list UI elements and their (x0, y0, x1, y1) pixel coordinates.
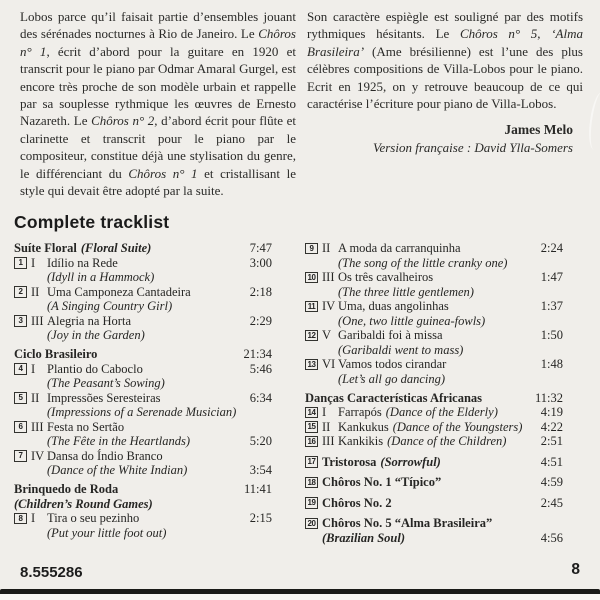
track-title: Uma Camponeza Cantadeira (47, 284, 191, 299)
text-segment: , (537, 26, 552, 42)
track-time: 2:15 (249, 511, 272, 525)
track-row (305, 299, 563, 314)
track-number-box: 1 (14, 257, 27, 269)
track-time: 3:00 (249, 255, 272, 270)
track-number-box: 20 (305, 518, 318, 530)
track-subtitle: (Joy in the Garden) (47, 328, 145, 342)
track-number-box: 3 (14, 315, 27, 327)
track-title: Tristorosa (322, 454, 377, 469)
track-row (14, 449, 272, 464)
group-title: Brinquedo de Roda (14, 482, 119, 496)
movement-numeral: III (322, 434, 335, 448)
track-time: 5:46 (249, 361, 272, 376)
track-subtitle: (One, two little guinea-fowls) (338, 313, 486, 328)
track-row (305, 328, 563, 343)
track-title-translation: (Sorrowful) (380, 454, 441, 469)
track-subtitle-row (305, 256, 563, 271)
bottom-edge-strip (0, 594, 600, 600)
track-subtitle: (The Peasant’s Sowing) (47, 376, 165, 390)
track-row (305, 455, 563, 470)
track-number-box: 12 (305, 330, 318, 342)
liner-notes-right-paragraph (307, 8, 583, 112)
track-time: 7:47 (249, 241, 272, 255)
track-row (14, 420, 272, 435)
movement-numeral: III (322, 270, 335, 284)
credits (307, 121, 583, 156)
track-number-box: 4 (14, 363, 27, 375)
track-row (305, 357, 563, 372)
track-title: Chôros No. 2 (322, 495, 392, 510)
track-subtitle: (Garibaldi went to mass) (338, 342, 464, 357)
track-subtitle: (The Fête in the Heartlands) (47, 434, 191, 448)
track-time: 1:47 (540, 270, 563, 284)
track-subtitle-row (305, 314, 563, 329)
movement-numeral: II (322, 419, 331, 434)
track-row (305, 434, 563, 449)
track-time: 1:48 (540, 357, 563, 371)
track-time: 1:50 (540, 328, 563, 342)
track-subtitle-row (305, 531, 563, 546)
track-number-box: 14 (305, 407, 318, 419)
track-subtitle: (Impressions of a Serenade Musician) (47, 405, 237, 419)
track-subtitle-row (14, 270, 272, 285)
track-number-box: 10 (305, 272, 318, 284)
track-row (14, 511, 272, 526)
track-row (14, 256, 272, 271)
track-time: 2:45 (540, 495, 563, 510)
track-subtitle: (The song of the little cranky one) (338, 255, 508, 270)
track-subtitle-row (14, 299, 272, 314)
group-header-row (14, 241, 272, 256)
track-title: Idílio na Rede (47, 255, 118, 270)
group-subtitle-row (14, 497, 272, 512)
track-title: Dansa do Índio Branco (47, 448, 163, 463)
track-subtitle-row (14, 463, 272, 478)
track-title: Plantio do Caboclo (47, 361, 143, 376)
track-title: Chôros No. 1 “Típico” (322, 475, 442, 489)
track-subtitle-row (14, 328, 272, 343)
track-title: Vamos todos cirandar (338, 357, 447, 371)
track-row (14, 314, 272, 329)
track-title: Farrapós (338, 405, 382, 419)
track-number-box: 18 (305, 477, 318, 489)
track-subtitle-row (305, 285, 563, 300)
track-number-box: 6 (14, 421, 27, 433)
liner-notes-right-column (307, 8, 583, 199)
work-title-italic: ‘Alma Brasileira’ (307, 26, 583, 59)
track-time: 21:34 (243, 347, 272, 361)
liner-notes (20, 8, 583, 199)
text-segment: , d’abord écrit pour flûte et clarinette et transcrit pour le piano par le compositeur, constitue déjà une stylisation du genre, le différenciant du (20, 113, 296, 181)
group-title: Ciclo Brasileiro (14, 347, 98, 361)
work-title-italic: Chôros n° 5 (459, 26, 538, 42)
track-row (14, 391, 272, 406)
track-time: 2:18 (249, 284, 272, 299)
movement-numeral: VI (322, 357, 336, 371)
track-number-box: 5 (14, 392, 27, 404)
track-row (14, 285, 272, 300)
track-title: Uma, duas angolinhas (338, 299, 449, 313)
group-subtitle: (Children’s Round Games) (14, 496, 153, 511)
tracklist-heading: Complete tracklist (14, 212, 170, 232)
track-number-box: 11 (305, 301, 318, 313)
track-time: 2:29 (249, 313, 272, 328)
track-number-box: 7 (14, 450, 27, 462)
text-segment: et cristallisant le style qui devait être adopté par la suite. (20, 165, 296, 199)
track-number-box: 9 (305, 243, 318, 255)
track-time: 2:24 (540, 241, 563, 255)
track-number-box: 13 (305, 359, 318, 371)
movement-numeral: II (31, 390, 40, 405)
track-title: Festa no Sertão (47, 419, 125, 434)
tracklist-column-right (305, 241, 563, 545)
text-segment: Son caractère espiègle est souligné par des motifs rythmiques hésitants. Le (307, 9, 583, 42)
track-subtitle: (Idyll in a Hammock) (47, 270, 155, 284)
track-time: 1:37 (540, 299, 563, 313)
liner-notes-left-paragraph (20, 8, 296, 199)
movement-numeral: III (31, 313, 44, 328)
work-title-italic: Chôros n° 2 (91, 113, 155, 129)
group-header-row (14, 347, 272, 362)
track-number-box: 16 (305, 436, 318, 448)
scan-artifact (586, 91, 600, 151)
movement-numeral: I (31, 361, 36, 376)
track-row (305, 516, 563, 531)
track-time: 4:59 (540, 475, 563, 489)
track-time: 4:51 (540, 454, 563, 469)
movement-numeral: I (31, 511, 36, 525)
track-time: 3:54 (249, 463, 272, 477)
group-title-translation: (Floral Suite) (80, 241, 152, 255)
translation-credit: Version française : David Ylla-Somers (372, 139, 573, 155)
track-subtitle: (Put your little foot out) (47, 525, 167, 540)
track-title: Kankikis (338, 434, 384, 448)
group-title: Danças Características Africanas (305, 390, 483, 405)
page-number: 8 (571, 561, 580, 578)
text-segment: , écrit d’abord pour la guitare en 1920 et transcrit pour le piano par Odmar Amaral Gurgel, est encore très proche de son modèle urbain et rappelle par sa souplesse rythmique les œuvres de Ernesto Nazareth. Le (20, 43, 296, 129)
tracklist-column-left (14, 241, 272, 545)
track-row (305, 270, 563, 285)
track-row (14, 362, 272, 377)
track-row (305, 496, 563, 511)
track-number-box: 2 (14, 286, 27, 298)
track-subtitle: (Dance of the White Indian) (47, 463, 188, 477)
track-time: 2:51 (540, 434, 563, 448)
track-number-box: 15 (305, 421, 318, 433)
track-title: Impressões Seresteiras (47, 390, 161, 405)
track-number-box: 8 (14, 513, 27, 525)
text-segment: Lobos parce qu’il faisait partie d’ensembles jouant des sérénades nocturnes à Rio de Janeiro. Le (20, 9, 296, 42)
track-time: 11:41 (243, 482, 272, 496)
track-subtitle: (The three little gentlemen) (338, 284, 474, 299)
track-row (305, 405, 563, 420)
track-time: 4:22 (540, 419, 563, 434)
track-row (305, 475, 563, 490)
track-row (305, 241, 563, 256)
text-segment: (Ame brésilienne) est l’une des plus célèbres compositions de Villa-Lobos pour le piano. Ecrit en 1925, on y retrouve beaucoup de ce qui caractérise l’écriture pour piano de Villa-Lobos. (307, 43, 583, 112)
track-title: Os três cavalheiros (338, 270, 434, 284)
group-header-row (14, 482, 272, 497)
track-subtitle: (Brazilian Soul) (322, 530, 406, 545)
catalog-number: 8.555286 (20, 564, 83, 581)
track-row (305, 420, 563, 435)
track-title: Chôros No. 5 “Alma Brasileira” (322, 516, 493, 530)
movement-numeral: II (322, 241, 331, 255)
track-title: Alegria na Horta (47, 313, 131, 328)
work-title-italic: Chôros n° 1 (20, 26, 296, 59)
movement-numeral: IV (31, 448, 45, 463)
track-title-translation: (Dance of the Elderly) (385, 405, 498, 419)
track-subtitle-row (14, 434, 272, 449)
track-subtitle-row (14, 526, 272, 541)
author-credit: James Melo (504, 122, 573, 138)
track-subtitle-row (14, 405, 272, 420)
track-time: 6:34 (249, 390, 272, 405)
track-title-translation: (Dance of the Children) (387, 434, 507, 448)
track-time: 4:56 (540, 530, 563, 545)
group-header-row (305, 391, 563, 406)
track-title-translation: (Dance of the Youngsters) (392, 419, 523, 434)
track-title: Tira o seu pezinho (47, 511, 140, 525)
track-title: Kankukus (338, 419, 389, 434)
track-title: Garibaldi foi à missa (338, 328, 443, 342)
track-subtitle-row (305, 343, 563, 358)
track-subtitle-row (14, 376, 272, 391)
track-subtitle-row (305, 372, 563, 387)
track-time: 5:20 (249, 434, 272, 448)
movement-numeral: III (31, 419, 44, 434)
track-subtitle: (A Singing Country Girl) (47, 299, 173, 313)
track-time: 4:19 (540, 405, 563, 419)
track-title: A moda da carranquinha (338, 241, 461, 255)
track-number-box: 19 (305, 497, 318, 509)
movement-numeral: I (31, 255, 36, 270)
movement-numeral: V (322, 328, 332, 342)
track-time: 11:32 (534, 390, 563, 405)
movement-numeral: IV (322, 299, 336, 313)
track-number-box: 17 (305, 456, 318, 468)
track-subtitle: (Let’s all go dancing) (338, 371, 446, 386)
movement-numeral: II (31, 284, 40, 299)
group-title: Suíte Floral (14, 241, 77, 255)
work-title-italic: Chôros n° 1 (128, 165, 198, 181)
movement-numeral: I (322, 405, 327, 419)
tracklist (14, 241, 563, 545)
